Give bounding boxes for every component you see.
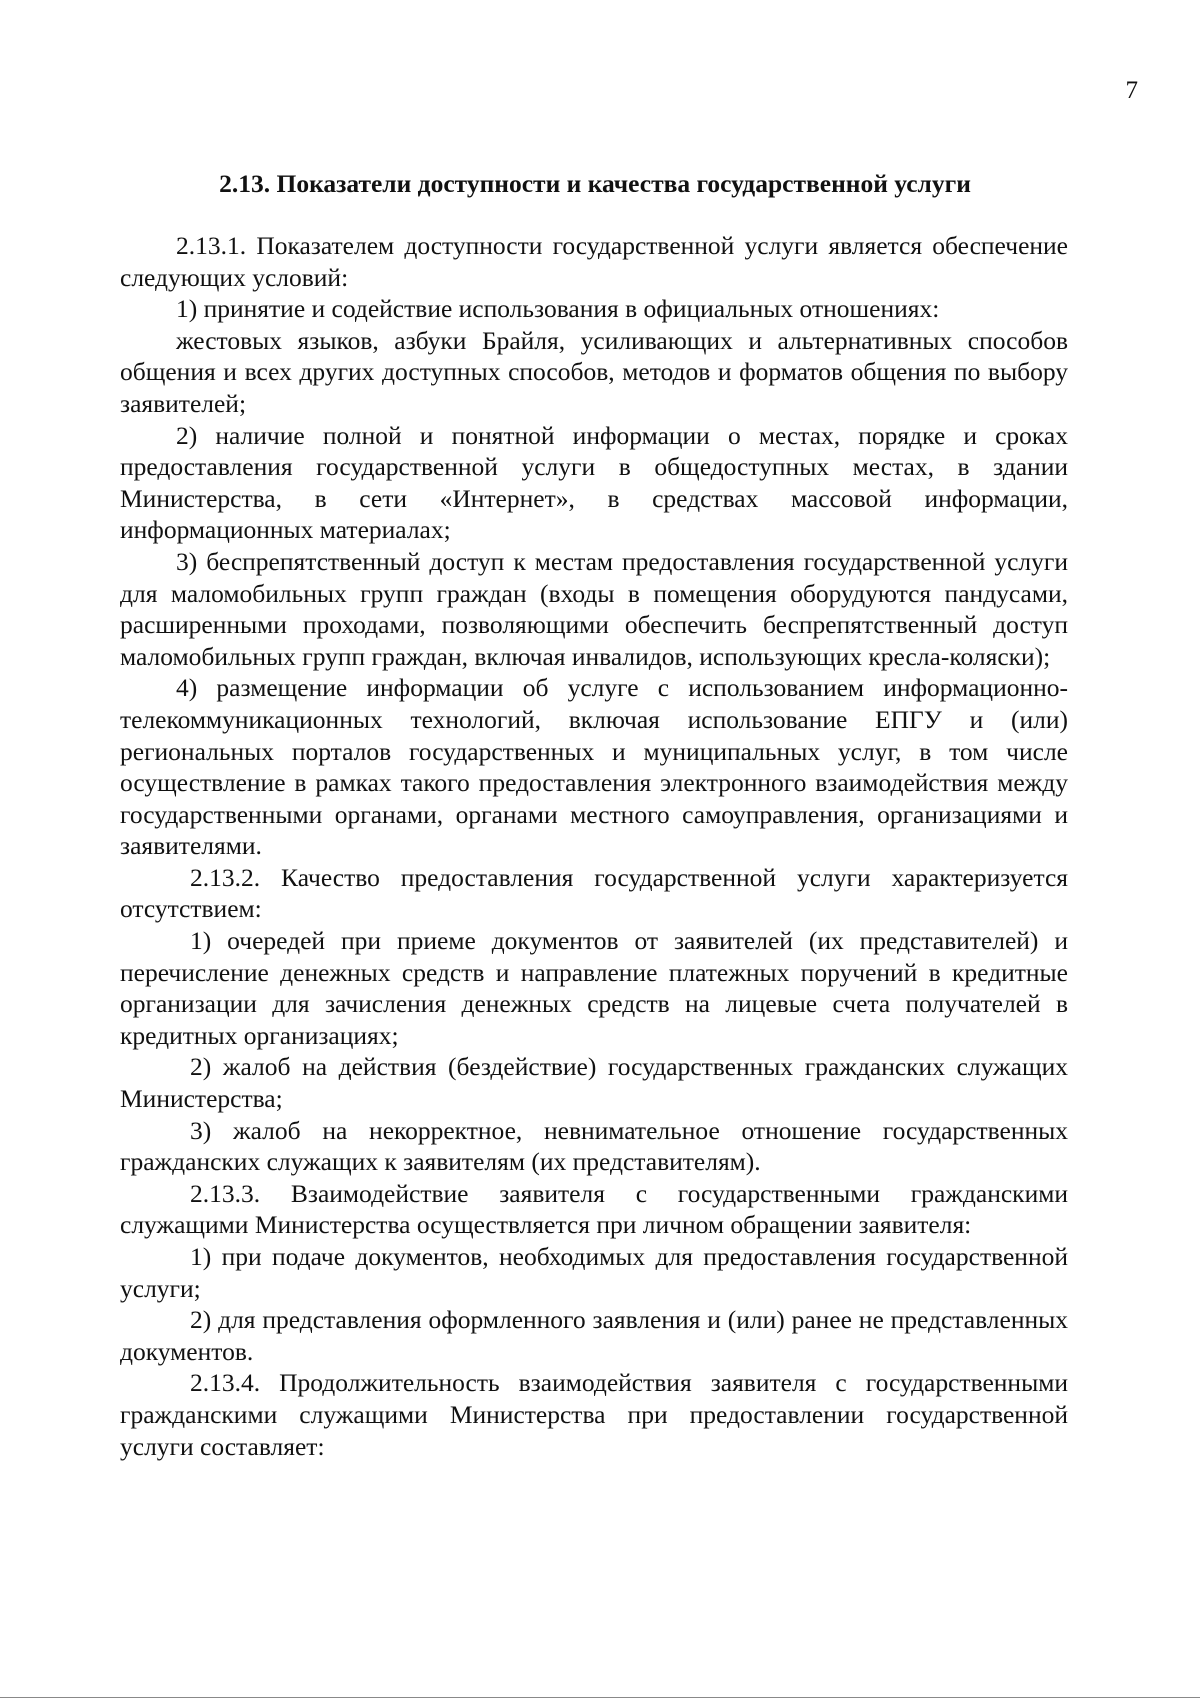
paragraph-item-2: 2) наличие полной и понятной информации о местах, порядке и сроках предоставления государственной услуги в общедоступных местах, в здании Министерства, в сети «Интернет», в средствах массовой информации, информационных материалах; xyxy=(120,420,1068,545)
paragraph-quality-item-1: 1) очередей при приеме документов от заявителей (их представителей) и перечисление денежных средств и направление платежных поручений в кредитные организации для зачисления денежных средств на лицевые счета получателей в кредитных организациях; xyxy=(120,926,1068,1050)
paragraph-2-13-3: 2.13.3. Взаимодействие заявителя с государственными гражданскими служащими Министерства осуществляется при личном обращении заявителя: xyxy=(120,1178,1068,1240)
paragraph-item-4: 4) размещение информации об услуге с использованием информационно-телекоммуникационных технологий, включая использование ЕПГУ и (или) региональных порталов государственных и муниципальных услуг, в том числе осуществление в рамках такого предоставления электронного взаимодействия между государственными органами, органами местного самоуправления, организациями и заявителями. xyxy=(120,673,1068,861)
paragraph-quality-item-3: 3) жалоб на некорректное, невнимательное отношение государственных гражданских служащих к заявителям (их представителям). xyxy=(120,1115,1068,1177)
document-body xyxy=(120,230,1068,1462)
paragraph-2-13-4: 2.13.4. Продолжительность взаимодействия заявителя с государственными гражданскими служащими Министерства при предоставлении государственной услуги составляет: xyxy=(120,1368,1068,1461)
paragraph-quality-item-2: 2) жалоб на действия (бездействие) государственных гражданских служащих Министерства; xyxy=(120,1052,1068,1114)
paragraph-2-13-1: 2.13.1. Показателем доступности государственной услуги является обеспечение следующих условий: xyxy=(120,231,1068,292)
paragraph-interaction-item-2: 2) для представления оформленного заявления и (или) ранее не представленных документов. xyxy=(120,1305,1068,1366)
paragraph-2-13-2: 2.13.2. Качество предоставления государственной услуги характеризуется отсутствием: xyxy=(120,862,1068,924)
paragraph-interaction-item-1: 1) при подаче документов, необходимых для предоставления государственной услуги; xyxy=(120,1242,1068,1303)
paragraph-sign-languages: жестовых языков, азбуки Брайля, усиливающих и альтернативных способов общения и всех других доступных способов, методов и форматов общения по выбору заявителей; xyxy=(120,325,1068,418)
bottom-divider xyxy=(0,1697,1200,1698)
section-heading: 2.13. Показатели доступности и качества государственной услуги xyxy=(219,169,971,198)
page-number: 7 xyxy=(1125,77,1138,104)
paragraph-item-3: 3) беспрепятственный доступ к местам предоставления государственной услуги для маломобильных групп граждан (входы в помещения оборудуются пандусами, расширенными проходами, позволяющими обеспечить беспрепятственный доступ маломобильных групп граждан, включая инвалидов, использующих кресла-коляски); xyxy=(120,546,1068,671)
paragraph-item-1: 1) принятие и содействие использования в официальных отношениях: xyxy=(176,294,940,324)
